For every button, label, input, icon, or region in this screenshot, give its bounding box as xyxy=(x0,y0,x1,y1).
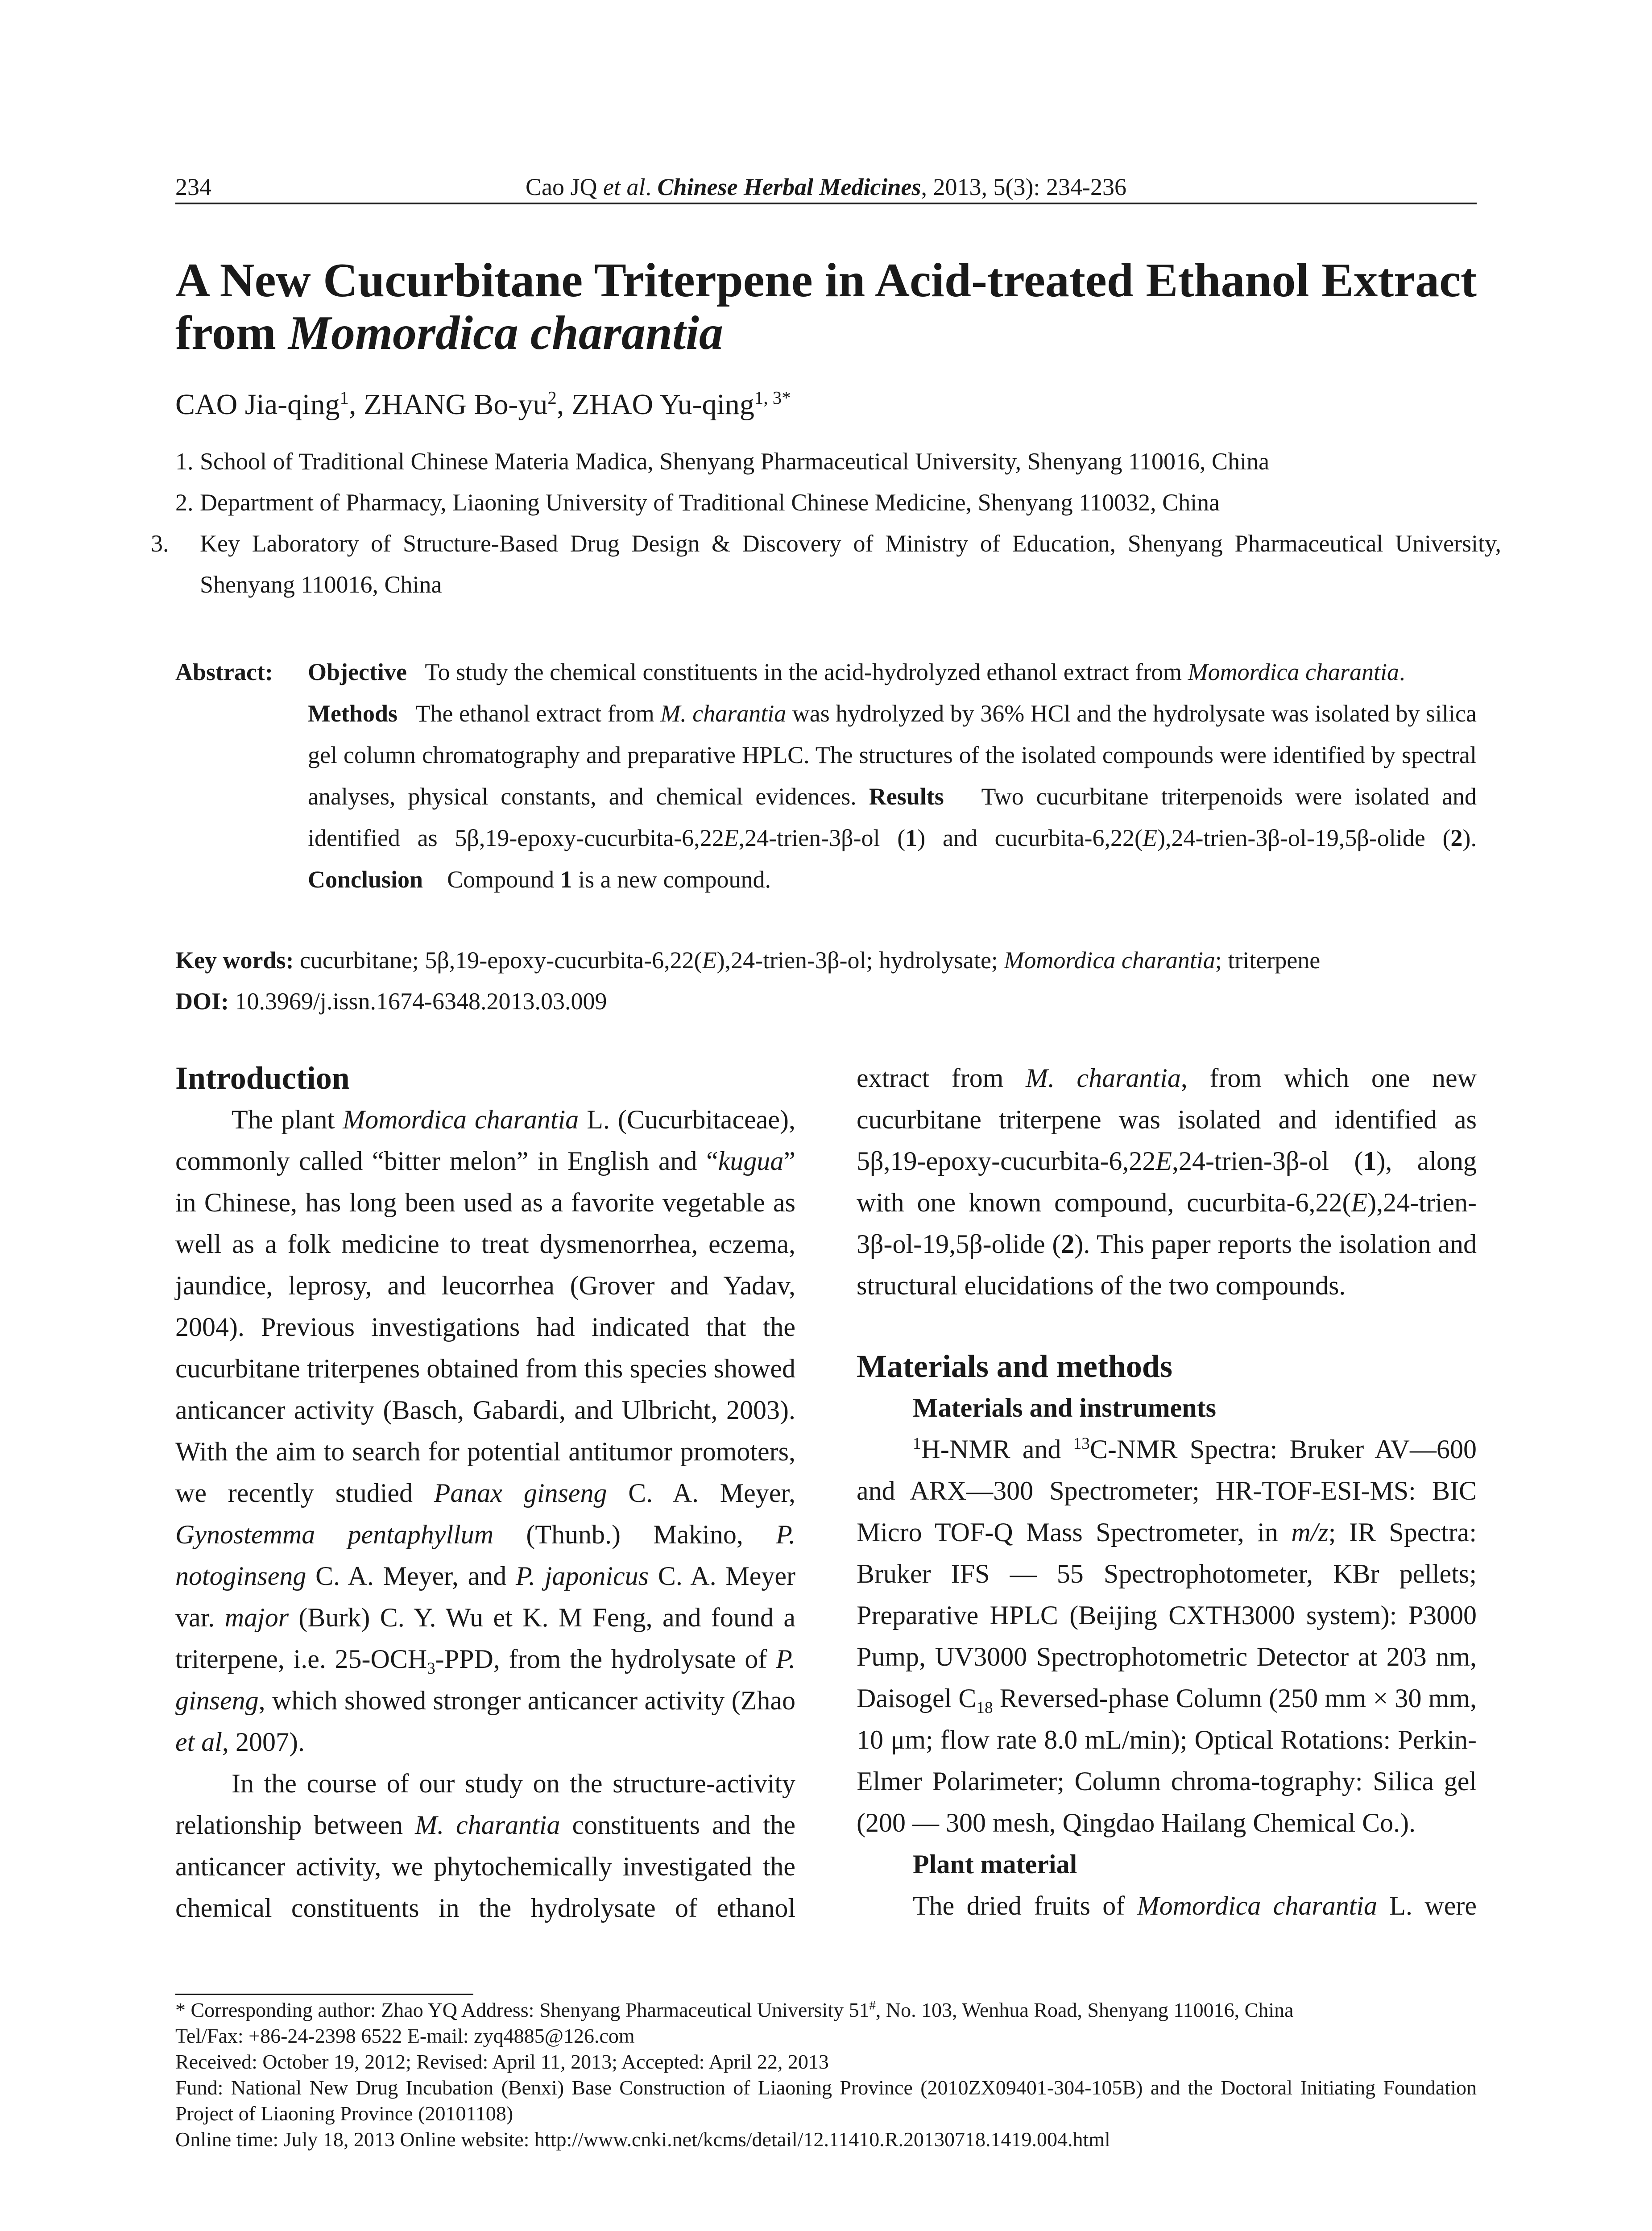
intro-paragraph-3: extract from M. charantia, from which one new cucurbitane triterpene was isolated and identified as 5β,19-epoxy-cucurbita-6,22E,24-trien-3β-ol (1), along with one known compound, cucurbita-6,22(E),24-trien-3β-ol-19,5β-olide (2). This paper reports the isolation and structural elucidations of the two compounds. xyxy=(857,1063,1477,1300)
conclusion-label: Conclusion xyxy=(308,866,423,893)
plant-material-paragraph: The dried fruits of Momordica charantia L. were xyxy=(913,1891,1477,1920)
running-head: Cao JQ et al. Chinese Herbal Medicines, 2013, 5(3): 234-236 xyxy=(526,174,1126,200)
doi: DOI: 10.3969/j.issn.1674-6348.2013.03.009 xyxy=(175,988,607,1015)
corresponding-author: * Corresponding author: Zhao YQ Address: Shenyang Pharmaceutical University 51#, No. 103, Wenhua Road, Shenyang 110016, China xyxy=(175,1999,1294,2021)
header-rule xyxy=(175,203,1477,204)
received-line: Received: October 19, 2012; Revised: April 11, 2013; Accepted: April 22, 2013 xyxy=(175,2050,829,2073)
fund-line: Fund: National New Drug Incubation (Benxi) Base Construction of Liaoning Province (2010ZX09401-304-105B) and the Doctoral Initiating Foundation Project of Liaoning Province (20101108) xyxy=(175,2076,1477,2125)
affiliation-1: 1. School of Traditional Chinese Materia Madica, Shenyang Pharmaceutical University, Shenyang 110016, China xyxy=(175,448,1270,475)
contact-line: Tel/Fax: +86-24-2398 6522 E-mail: zyq4885@126.com xyxy=(175,2024,635,2047)
footnotes xyxy=(175,1997,1477,2152)
running-header xyxy=(175,171,1477,203)
keywords: Key words: cucurbitane; 5β,19-epoxy-cucurbita-6,22(E),24-trien-3β-ol; hydrolysate; Momordica charantia; triterpene xyxy=(175,947,1321,974)
methods-label: Methods xyxy=(308,700,397,727)
keywords-block xyxy=(175,940,1477,1022)
plant-material-heading: Plant material xyxy=(913,1849,1077,1879)
abstract-label: Abstract: xyxy=(175,659,273,685)
affiliation-3: 3. Key Laboratory of Structure-Based Drug Design & Discovery of Ministry of Education, Shenyang Pharmaceutical University, Shenyang 110016, China xyxy=(151,530,1501,598)
footnote-rule xyxy=(175,1994,473,1995)
intro-paragraph-1: The plant Momordica charantia L. (Cucurbitaceae), commonly called “bitter melon” in English and “kugua” in Chinese, has long been used as a favorite vegetable as well as a folk medicine to treat dysmenorrhea, eczema, jaundice, leprosy, and leucorrhea (Grover and Yadav, 2004). Previous investigations had indicated that the cucurbitane triterpenes obtained from this species showed anticancer activity (Basch, Gabardi, and Ulbricht, 2003). With the aim to search for potential antitumor promoters, we recently studied Panax ginseng C. A. Meyer, Gynostemma pentaphyllum (Thunb.) Makino, P. notoginseng C. A. Meyer, and P. japonicus C. A. Meyer var. major (Burk) C. Y. Wu et K. M Feng, and found a triterpene, i.e. $25-OCH_3$-PPD, from the hydrolysate of P. ginseng, which showed stronger anticancer activity (Zhao et al, 2007). xyxy=(175,1105,796,1757)
author-list: CAO Jia-qing$^1$, ZHANG $Bo-yu^2$, ZHAO Yu-qing$^{1, 3*}$ xyxy=(175,388,791,421)
journal-name: Chinese Herbal Medicines xyxy=(657,174,921,200)
right-column xyxy=(857,1057,1477,1927)
objective-label: Objective xyxy=(308,659,407,685)
introduction-heading: Introduction xyxy=(175,1060,350,1096)
instruments-paragraph: $^1$H-NMR and $^{13}$C-NMR Spectra: Bruker AV—600 and ARX—300 Spectrometer; HR-TOF-ESI-MS: BIC Micro TOF-Q Mass Spectrometer, in m/z; IR Spectra: Bruker IFS — 55 Spectrophotometer, KBr pellets; Preparative HPLC (Beijing CXTH3000 system): P3000 Pump, UV3000 Spectrophotometric Detector at 203 nm, Daisogel $C_{18}$ Reversed-phase Column (250 mm × 30 mm, 10 μm; flow rate 8.0 mL/min); Optical Rotations: Perkin-Elmer Polarimeter; Column chroma-tography: Silica gel (200 — 300 mesh, Qingdao Hailang Chemical Co.). xyxy=(857,1435,1477,1837)
left-column xyxy=(175,1057,795,1929)
results-label: Results xyxy=(869,783,944,810)
online-line: Online time: July 18, 2013 Online website: http://www.cnki.net/kcms/detail/12.11410.R.20130718.1419.004.html xyxy=(175,2128,1110,2151)
affiliation-2: 2. Department of Pharmacy, Liaoning University of Traditional Chinese Medicine, Shenyang 110032, China xyxy=(175,489,1220,516)
intro-paragraph-2: In the course of our study on the structure-activity relationship between M. charantia constituents and the anticancer activity, we phytochemically investigated the chemical constituents in the hydrolysate of ethanol xyxy=(175,1769,795,1923)
instruments-heading: Materials and instruments xyxy=(913,1393,1216,1422)
page-number: 234 xyxy=(175,174,211,200)
abstract-body: Objective To study the chemical constituents in the acid-hydrolyzed ethanol extract from Momordica charantia. Methods The ethanol extract from M. charantia was hydrolyzed by 36% HCl and the hydrolysate was isolated by silica gel column chromatography and preparative HPLC. The structures of the isolated compounds were identified by spectral analyses, physical constants, and chemical evidences. Results Two cucurbitane triterpenoids were isolated and identified as 5β,19-epoxy-cucurbita-6,22E,24-trien-3β-ol (1) and cucurbita-6,22(E),24-trien-3β-ol-19,5β-olide (2). Conclusion Compound 1 is a new compound. xyxy=(308,659,1477,893)
methods-heading: Materials and methods xyxy=(857,1348,1172,1384)
article-title: A New Cucurbitane Triterpene in Acid-treated Ethanol Extract from Momordica charantia xyxy=(175,254,1477,360)
section-gap xyxy=(857,1306,1477,1346)
